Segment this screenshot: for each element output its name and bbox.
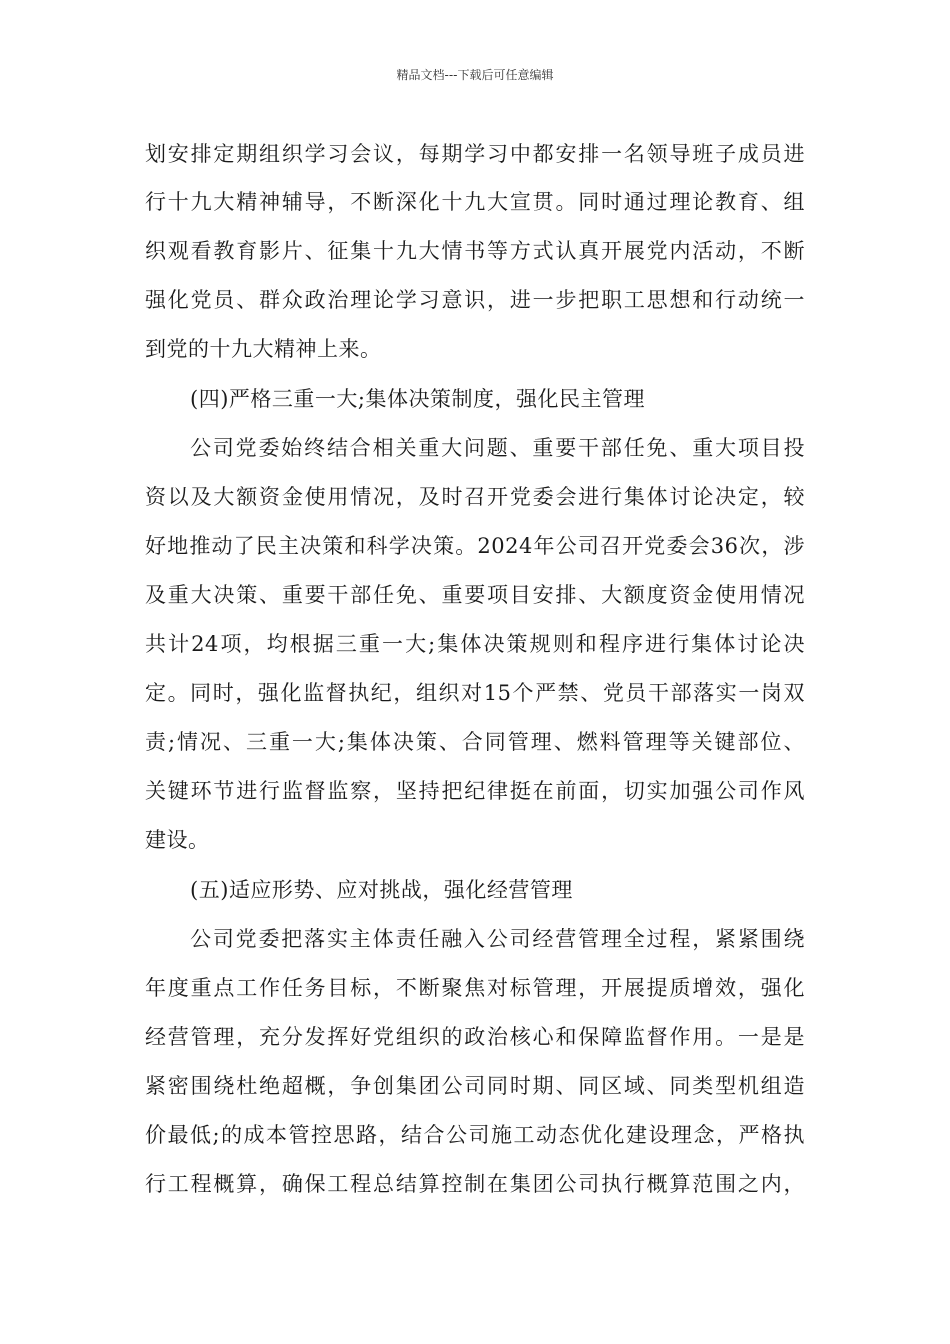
section-heading-4: (四)严格三重一大;集体决策制度，强化民主管理 bbox=[190, 387, 645, 411]
text-line-9: 好地推动了民主决策和科学决策。2024年公司召开党委会36次，涉 bbox=[145, 534, 805, 558]
text-line-11: 共计24项，均根据三重一大;集体决策规则和程序进行集体讨论决 bbox=[145, 632, 805, 656]
text-line-19: 经营管理，充分发挥好党组织的政治核心和保障监督作用。一是是 bbox=[145, 1025, 805, 1049]
page-header: 精品文档---下载后可任意编辑 bbox=[396, 68, 554, 82]
text-line-22: 行工程概算，确保工程总结算控制在集团公司执行概算范围之内， bbox=[145, 1172, 805, 1196]
text-line-2: 行十九大精神辅导，不断深化十九大宣贯。同时通过理论教育、组 bbox=[145, 190, 805, 214]
text-line-20: 紧密围绕杜绝超概，争创集团公司同时期、同区域、同类型机组造 bbox=[145, 1074, 805, 1098]
text-line-21: 价最低;的成本管控思路，结合公司施工动态优化建设理念，严格执 bbox=[145, 1123, 805, 1147]
text-line-18: 年度重点工作任务目标，不断聚焦对标管理，开展提质增效，强化 bbox=[145, 976, 805, 1000]
text-line-1: 划安排定期组织学习会议，每期学习中都安排一名领导班子成员进 bbox=[145, 142, 805, 166]
text-line-4: 强化党员、群众政治理论学习意识，进一步把职工思想和行动统一 bbox=[145, 288, 805, 312]
text-line-13: 责;情况、三重一大;集体决策、合同管理、燃料管理等关键部位、 bbox=[145, 730, 805, 754]
text-line-12: 定。同时，强化监督执纪，组织对15个严禁、党员干部落实一岗双 bbox=[145, 681, 805, 705]
text-line-10: 及重大决策、重要干部任免、重要项目安排、大额度资金使用情况 bbox=[145, 583, 805, 607]
text-line-14: 关键环节进行监督监察，坚持把纪律挺在前面，切实加强公司作风 bbox=[145, 779, 805, 803]
text-line-7: 公司党委始终结合相关重大问题、重要干部任免、重大项目投 bbox=[190, 436, 805, 460]
text-line-3: 织观看教育影片、征集十九大情书等方式认真开展党内活动，不断 bbox=[145, 239, 805, 263]
text-line-5: 到党的十九大精神上来。 bbox=[145, 337, 382, 361]
section-heading-5: (五)适应形势、应对挑战，强化经营管理 bbox=[190, 878, 573, 902]
text-line-17: 公司党委把落实主体责任融入公司经营管理全过程，紧紧围绕 bbox=[190, 927, 805, 951]
text-line-15: 建设。 bbox=[145, 828, 210, 852]
text-line-8: 资以及大额资金使用情况，及时召开党委会进行集体讨论决定，较 bbox=[145, 485, 805, 509]
